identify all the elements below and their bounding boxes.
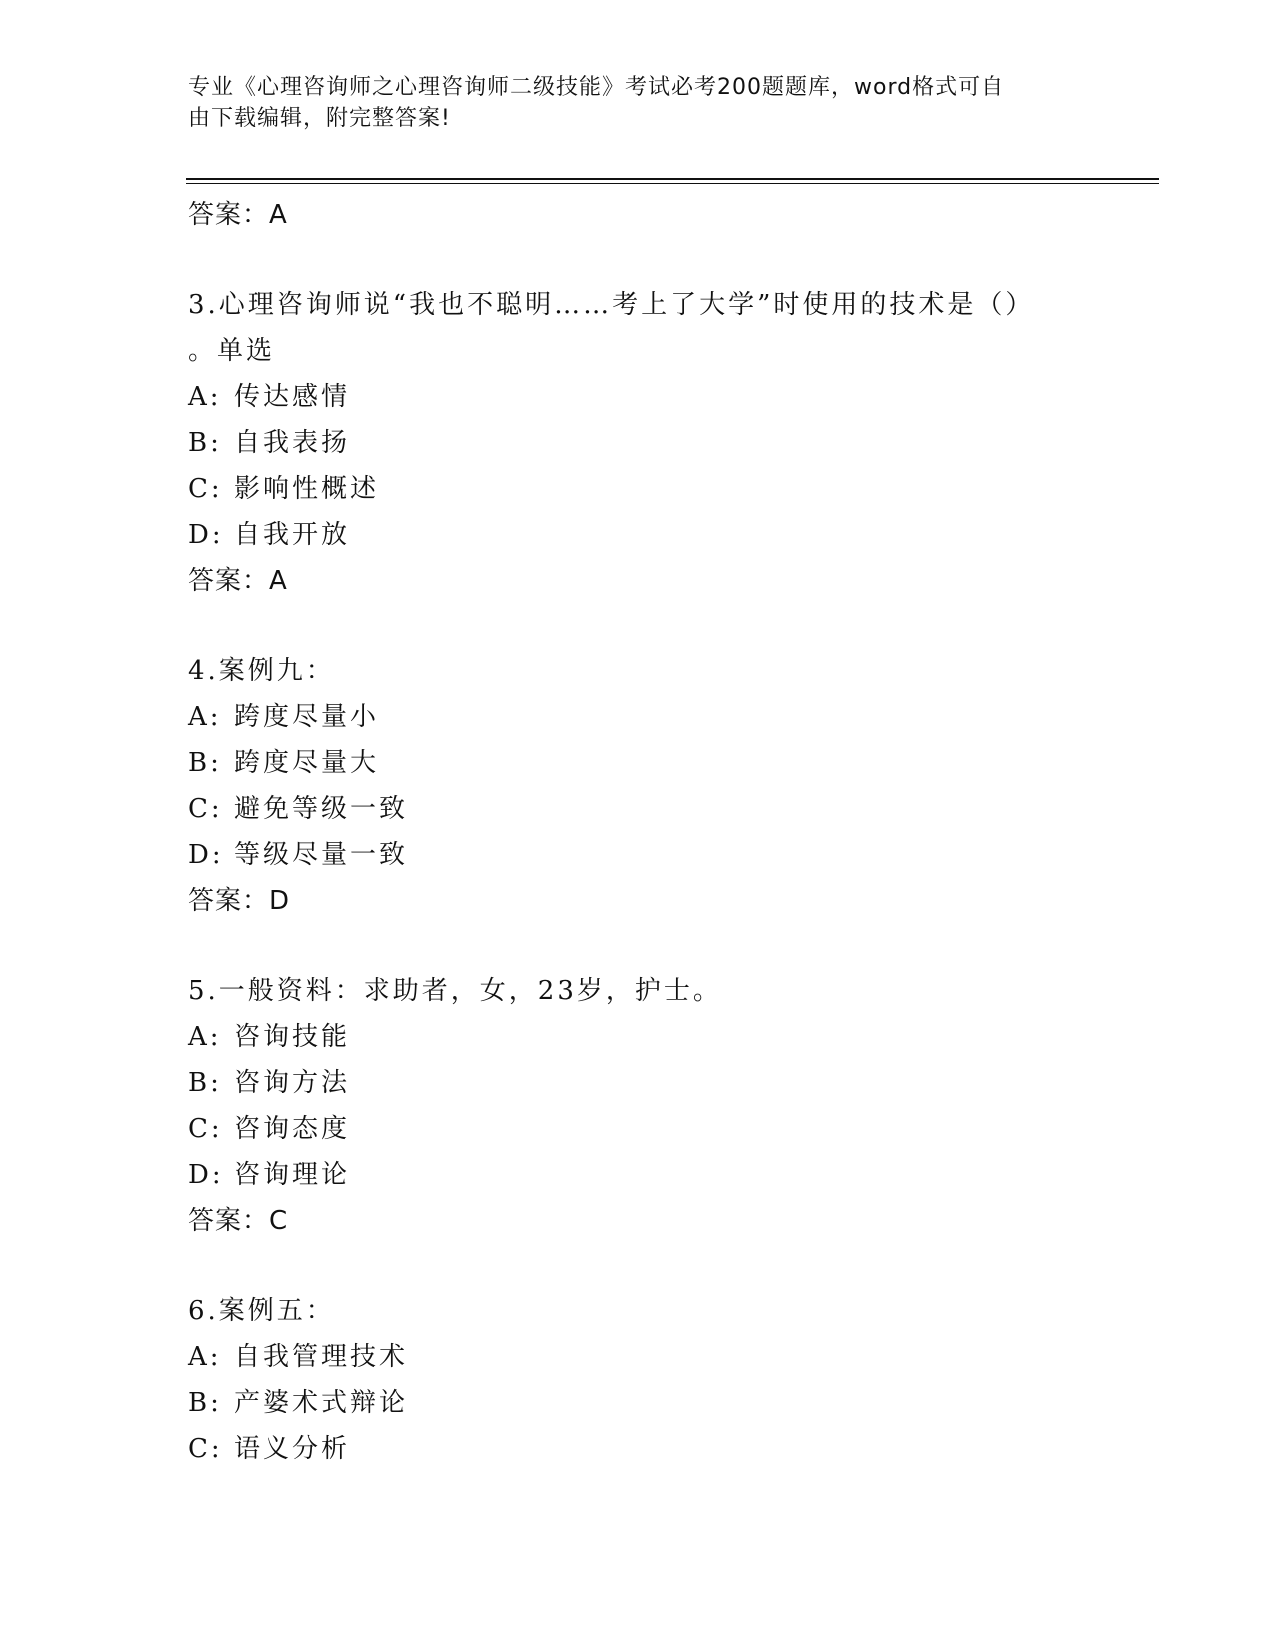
- option-b: [188, 740, 1148, 786]
- option-text: 自我开放: [234, 520, 351, 550]
- question-4: [188, 648, 1148, 924]
- option-key: A:: [188, 702, 222, 732]
- question-3-stem: 3.心理咨询师说“我也不聪明……考上了大学”时使用的技术是（）: [188, 290, 1035, 320]
- option-a: [188, 694, 1148, 740]
- spacer: [188, 604, 1148, 648]
- spacer: [188, 238, 1148, 282]
- option-b: [188, 1380, 1148, 1426]
- option-key: B:: [188, 428, 222, 458]
- option-key: B:: [188, 1068, 222, 1098]
- option-key: C:: [188, 474, 223, 504]
- option-a: [188, 374, 1148, 420]
- option-a: [188, 1014, 1148, 1060]
- option-key: B:: [188, 1388, 222, 1418]
- option-text: 避免等级一致: [234, 794, 409, 824]
- question-4-stem: 4.案例九：: [188, 656, 335, 686]
- question-6: [188, 1288, 1148, 1472]
- option-b: [188, 1060, 1148, 1106]
- option-key: A:: [188, 1022, 222, 1052]
- option-key: A:: [188, 1342, 222, 1372]
- option-text: 传达感情: [234, 382, 351, 412]
- header-line-2: 由下载编辑，附完整答案!: [188, 106, 451, 131]
- option-text: 语义分析: [234, 1434, 351, 1464]
- option-d: [188, 1152, 1148, 1198]
- option-text: 咨询理论: [234, 1160, 351, 1190]
- option-text: 自我管理技术: [234, 1342, 409, 1372]
- option-c: [188, 466, 1148, 512]
- option-key: C:: [188, 1114, 223, 1144]
- question-3-answer: 答案：A: [188, 566, 288, 596]
- option-key: C:: [188, 794, 223, 824]
- option-key: A:: [188, 382, 222, 412]
- header-rule-thick: [186, 178, 1159, 180]
- option-key: D:: [188, 520, 224, 550]
- option-text: 咨询技能: [234, 1022, 351, 1052]
- spacer: [188, 924, 1148, 968]
- document-body: [188, 192, 1148, 1472]
- header-line-1: 专业《心理咨询师之心理咨询师二级技能》考试必考200题题库，word格式可自: [188, 75, 1005, 100]
- header-rule-thin: [186, 183, 1159, 184]
- option-c: [188, 1106, 1148, 1152]
- option-a: [188, 1334, 1148, 1380]
- option-key: B:: [188, 748, 222, 778]
- question-5-stem: 5.一般资料：求助者，女，23岁，护士。: [188, 976, 722, 1006]
- option-c: [188, 786, 1148, 832]
- question-5-answer: 答案：C: [188, 1206, 289, 1236]
- option-text: 自我表扬: [234, 428, 351, 458]
- option-text: 影响性概述: [234, 474, 380, 504]
- question-5: [188, 968, 1148, 1244]
- answer-prev: 答案：A: [188, 200, 288, 230]
- option-text: 等级尽量一致: [234, 840, 409, 870]
- option-key: D:: [188, 840, 224, 870]
- option-c: [188, 1426, 1148, 1472]
- option-text: 跨度尽量大: [234, 748, 380, 778]
- option-d: [188, 512, 1148, 558]
- option-key: D:: [188, 1160, 224, 1190]
- question-3-stem-cont: 。单选: [188, 336, 276, 366]
- question-3: [188, 282, 1148, 604]
- document-header: [188, 72, 1088, 134]
- option-text: 产婆术式辩论: [234, 1388, 409, 1418]
- option-b: [188, 420, 1148, 466]
- option-text: 跨度尽量小: [234, 702, 380, 732]
- option-text: 咨询方法: [234, 1068, 351, 1098]
- question-6-stem: 6.案例五：: [188, 1296, 335, 1326]
- option-key: C:: [188, 1434, 223, 1464]
- question-4-answer: 答案：D: [188, 886, 291, 916]
- spacer: [188, 1244, 1148, 1288]
- option-d: [188, 832, 1148, 878]
- option-text: 咨询态度: [234, 1114, 351, 1144]
